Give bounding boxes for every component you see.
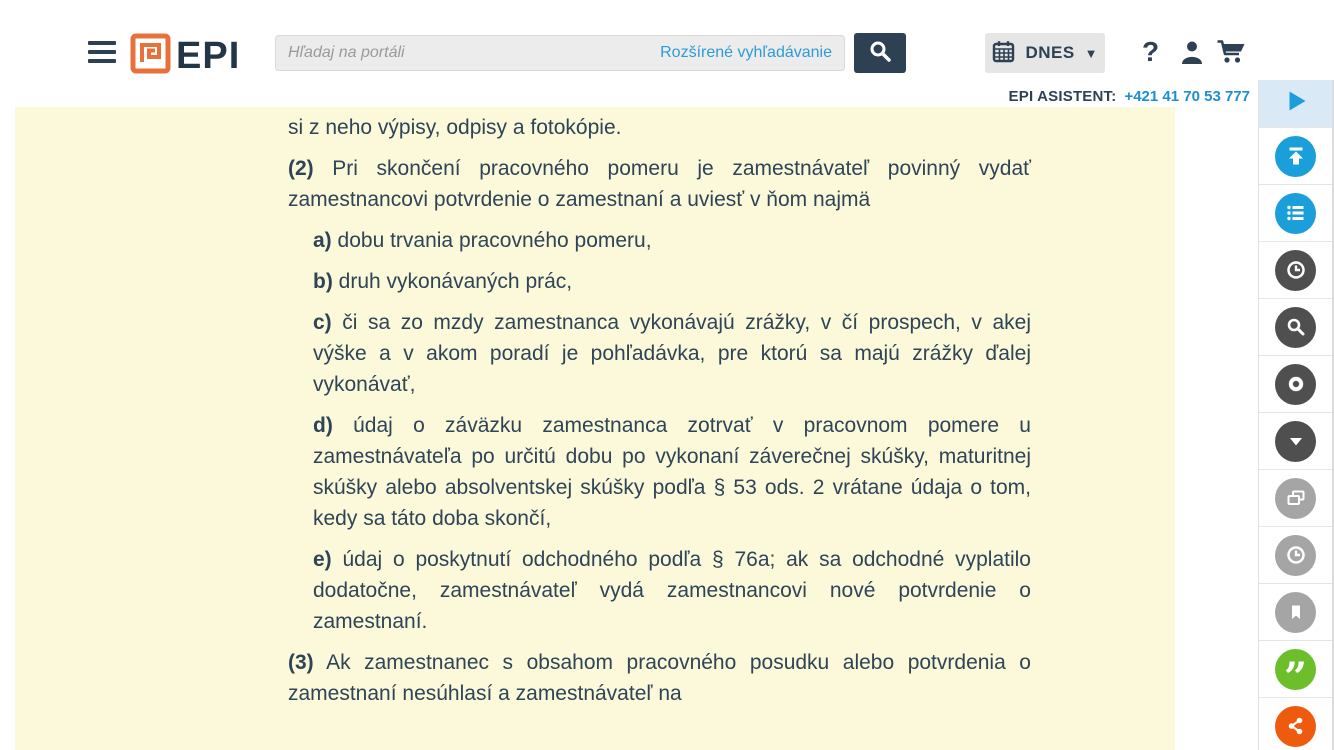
- date-picker-button[interactable]: [985, 33, 1105, 73]
- assist-label: EPI ASISTENT:: [1008, 88, 1117, 105]
- doc-list-item: a) dobu trvania pracovného pomeru,: [313, 229, 652, 252]
- toc-list-icon: [1275, 193, 1316, 234]
- toolbar-scroll-top-button[interactable]: [1259, 128, 1332, 185]
- play-icon: [1283, 88, 1309, 119]
- doc-list-item: c) či sa zo mzdy zamestnanca vykonávajú zrážky, v čí prospech, v akej výške a v akom poradí je pohľadávka, pre ktorú sa majú zrážky ďalej vykonávať,: [313, 311, 1031, 396]
- help-button[interactable]: [1142, 36, 1159, 68]
- doc-list-item: b) druh vykonávaných prác,: [313, 270, 573, 293]
- question-icon: ?: [1142, 36, 1160, 67]
- document-content: [15, 107, 1175, 750]
- toolbar-toc-button[interactable]: [1259, 185, 1332, 242]
- share-icon: [1275, 706, 1316, 747]
- calendar-icon: [992, 40, 1015, 66]
- time-versions-icon: [1275, 250, 1316, 291]
- cart-button[interactable]: [1216, 39, 1246, 68]
- record-icon: [1275, 364, 1316, 405]
- cart-icon: [1216, 53, 1246, 68]
- date-label: DNES: [1025, 43, 1075, 62]
- bookmark-icon: [1275, 592, 1316, 633]
- logo-text: EPI: [176, 34, 241, 77]
- legal-text: [15, 107, 1175, 709]
- toolbar-history-button[interactable]: [1259, 527, 1332, 584]
- toolbar-search-in-doc-button[interactable]: [1259, 299, 1332, 356]
- search-input[interactable]: [288, 44, 660, 62]
- logo-mark-icon: [130, 33, 171, 79]
- document-toolbar: [1258, 80, 1334, 750]
- toolbar-share-button[interactable]: [1259, 698, 1332, 750]
- search-box[interactable]: [275, 35, 845, 71]
- search-icon: [868, 39, 893, 67]
- chevron-down-icon: ▼: [1084, 45, 1098, 61]
- doc-paragraph: si z neho výpisy, odpisy a fotokópie.: [288, 116, 622, 139]
- collapse-down-icon: [1275, 421, 1316, 462]
- toolbar-bookmark-button[interactable]: [1259, 584, 1332, 641]
- svg-text:”: ”: [1283, 653, 1308, 690]
- toolbar-play-button[interactable]: [1259, 80, 1332, 128]
- citation-quote-icon: [1275, 649, 1316, 690]
- toolbar-related-pages-button[interactable]: [1259, 470, 1332, 527]
- doc-list-item: e) údaj o poskytnutí odchodného podľa § 76a; ak sa odchodné vyplatilo dodatočne, zamestnávateľ vydá zamestnancovi nové potvrdenie o zamestnaní.: [313, 548, 1031, 633]
- toolbar-citation-button[interactable]: [1259, 641, 1332, 698]
- hamburger-menu-button[interactable]: [88, 41, 116, 64]
- doc-paragraph: (2) Pri skončení pracovného pomeru je zamestnávateľ povinný vydať zamestnancovi potvrdenie o zamestnaní a uviesť v ňom najmä: [288, 157, 1031, 211]
- epi-logo[interactable]: [130, 33, 240, 79]
- toolbar-time-versions-button[interactable]: [1259, 242, 1332, 299]
- doc-list-item: d) údaj o záväzku zamestnanca zotrvať v pracovnom pomere u zamestnávateľa po určitú dobu po vykonaní záverečnej skúšky, maturitnej skúšky alebo absolventskej skúšky podľa § 53 ods. 2 vrátane údaja o tom, kedy sa táto doba skončí,: [313, 414, 1031, 530]
- toolbar-collapse-button[interactable]: [1259, 413, 1332, 470]
- hamburger-icon: [88, 41, 116, 45]
- related-pages-icon: [1275, 478, 1316, 519]
- user-icon: [1180, 53, 1204, 68]
- scroll-to-top-icon: [1275, 136, 1316, 177]
- assist-bar: [1009, 88, 1250, 105]
- toolbar-record-button[interactable]: [1259, 356, 1332, 413]
- search-button[interactable]: [854, 33, 906, 73]
- advanced-search-link[interactable]: Rozšírené vyhľadávanie: [660, 44, 832, 61]
- search-in-doc-icon: [1275, 307, 1316, 348]
- account-button[interactable]: [1180, 40, 1204, 68]
- assist-phone-link[interactable]: +421 41 70 53 777: [1124, 88, 1250, 105]
- doc-paragraph: (3) Ak zamestnanec s obsahom pracovného posudku alebo potvrdenia o zamestnaní nesúhlasí a zamestnávateľ na: [288, 651, 1031, 705]
- history-clock-icon: [1275, 535, 1316, 576]
